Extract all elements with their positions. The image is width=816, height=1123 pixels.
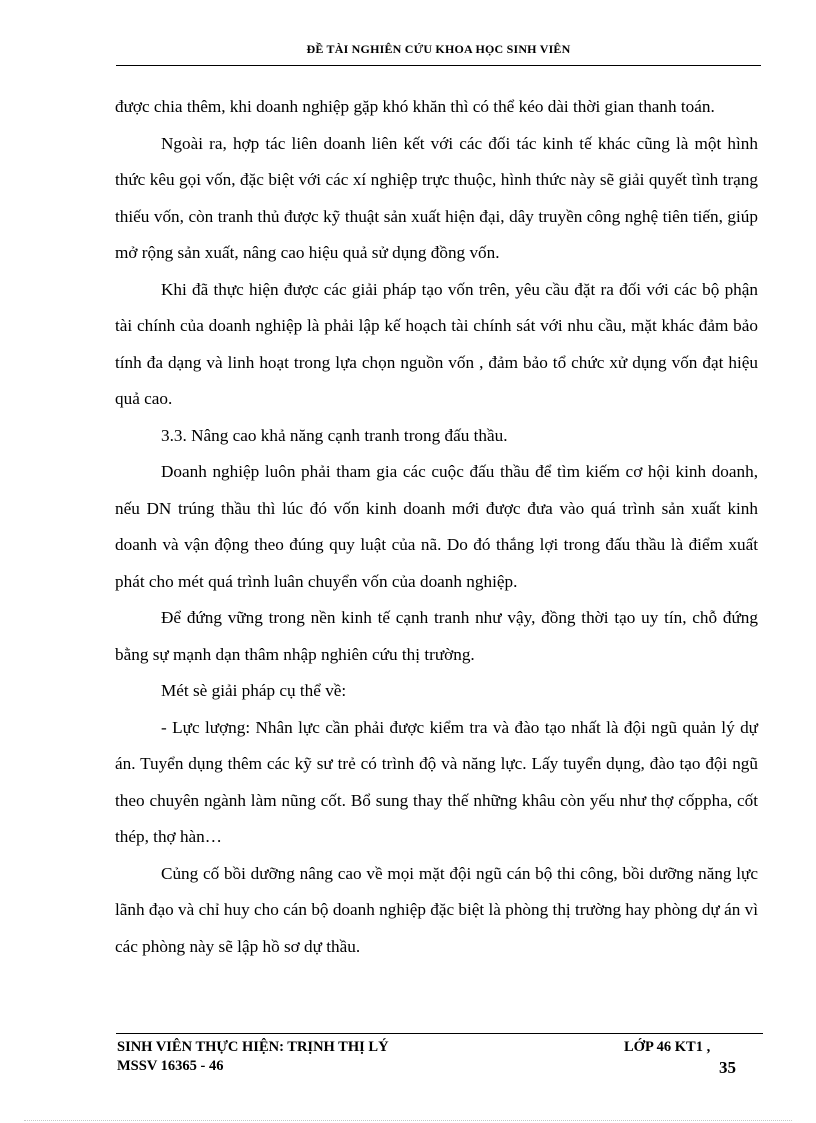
bullet-paragraph: - Lực lượng: Nhân lực cần phải được kiểm tra và đào tạo nhất là đội ngũ quản lý dự án. Tuyển dụng thêm các kỹ sư trẻ có trình độ và năng lực. Lấy tuyển dụng, đào tạo đội ngũ theo chuyên ngành làm nũng cốt. Bổ sung thay thế những khâu còn yếu như thợ cốppha, cốt thép, thợ hàn… (115, 717, 758, 846)
footer-mssv: MSSV 16365 - 46 (117, 1058, 224, 1074)
footer-class: LỚP 46 KT1 , (624, 1039, 711, 1055)
paragraph: Củng cố bồi dưỡng nâng cao về mọi mặt đội ngũ cán bộ thi công, bồi dưỡng năng lực lãnh đạo và chỉ huy cho cán bộ doanh nghiệp đặc biệt là phòng thị trường hay phòng dự án vì các phòng này sẽ lập hồ sơ dự thầu. (115, 863, 758, 956)
footer-divider (116, 1033, 763, 1034)
paragraph: Mét sè giải pháp cụ thể về: (161, 681, 347, 700)
paragraph: Khi đã thực hiện được các giải pháp tạo vốn trên, yêu cầu đặt ra đối với các bộ phận tài chính của doanh nghiệp là phải lập kế hoạch tài chính sát với nhu cầu, mặt khác đảm bảo tính đa dạng và linh hoạt trong lựa chọn nguồn vốn , đảm bảo tổ chức xử dụng vốn đạt hiệu quả cao. (115, 279, 758, 408)
paragraph: Doanh nghiệp luôn phải tham gia các cuộc đấu thầu để tìm kiếm cơ hội kinh doanh, nếu DN trúng thầu thì lúc đó vốn kinh doanh mới được đưa vào quá trình sản xuất kinh doanh và vận động theo đúng quy luật của nã. Do đó thắng lợi trong đấu thầu là điểm xuất phát cho mét quá trình luân chuyển vốn của doanh nghiệp. (115, 462, 758, 591)
header-divider (116, 65, 761, 66)
paragraph-continued: được chia thêm, khi doanh nghiệp gặp khó khăn thì có thể kéo dài thời gian thanh toán. (115, 97, 715, 116)
footer-student-info (117, 1038, 389, 1076)
page-number: 35 (719, 1058, 736, 1077)
section-heading: 3.3. Nâng cao khả năng cạnh tranh trong đấu thầu. (161, 425, 508, 445)
page-header-title: ĐỀ TÀI NGHIÊN CỨU KHOA HỌC SINH VIÊN (306, 42, 571, 56)
document-body (115, 89, 758, 965)
footer-student-name: SINH VIÊN THỰC HIỆN: TRỊNH THỊ LÝ (117, 1039, 389, 1055)
page-bottom-border (24, 1120, 792, 1121)
paragraph: Ngoài ra, hợp tác liên doanh liên kết với các đối tác kinh tế khác cũng là một hình thức kêu gọi vốn, đặc biệt với các xí nghiệp trực thuộc, hình thức này sẽ giải quyết tình trạng thiếu vốn, còn tranh thủ được kỹ thuật sản xuất hiện đại, dây truyền công nghệ tiên tiến, giúp mở rộng sản xuất, nâng cao hiệu quả sử dụng đồng vốn. (115, 133, 758, 262)
paragraph: Để đứng vững trong nền kinh tế cạnh tranh như vậy, đồng thời tạo uy tín, chỗ đứng bằng sự mạnh dạn thâm nhập nghiên cứu thị trường. (115, 608, 758, 664)
